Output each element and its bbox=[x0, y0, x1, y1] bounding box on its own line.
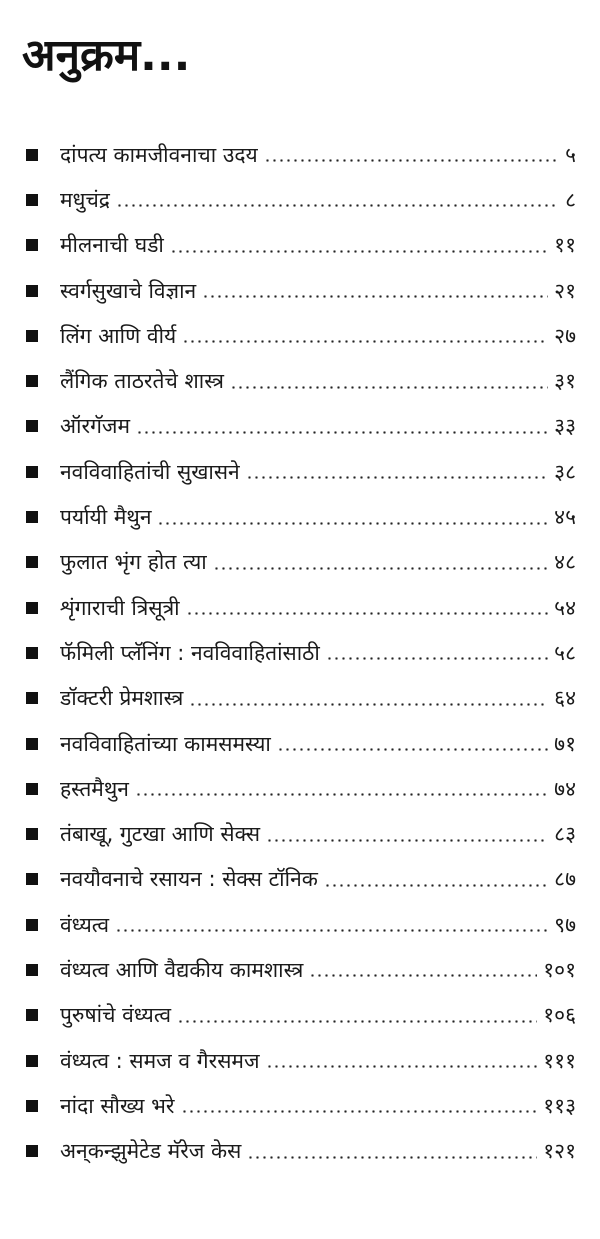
toc-entry-line bbox=[60, 993, 576, 1038]
toc-entry-title: डॉक्टरी प्रेमशास्त्र bbox=[60, 686, 184, 711]
toc-entry-line bbox=[60, 1083, 576, 1128]
toc-entry-line bbox=[60, 585, 576, 630]
dot-leader bbox=[181, 1110, 538, 1113]
dot-leader bbox=[266, 1065, 538, 1068]
dot-leader bbox=[116, 204, 559, 207]
toc-entry-title: वंध्यत्व आणि वैद्यकीय कामशास्त्र bbox=[60, 957, 304, 982]
toc-entry-line bbox=[60, 449, 576, 494]
toc-entry bbox=[0, 449, 600, 494]
dot-leader bbox=[326, 657, 548, 660]
toc-entry-line bbox=[60, 811, 576, 856]
toc-entry-line bbox=[60, 947, 576, 992]
toc-entry-line bbox=[60, 766, 576, 811]
toc-entry bbox=[0, 268, 600, 313]
toc-entry-title: दांपत्य कामजीवनाचा उदय bbox=[60, 142, 258, 167]
dot-leader bbox=[309, 974, 537, 977]
toc-entry bbox=[0, 947, 600, 992]
dot-leader bbox=[177, 1020, 537, 1023]
square-bullet-icon bbox=[26, 1145, 38, 1157]
dot-leader bbox=[264, 159, 559, 162]
square-bullet-icon bbox=[26, 783, 38, 795]
toc-entry-page-number: १०१ bbox=[543, 957, 576, 982]
toc-entry bbox=[0, 540, 600, 585]
toc-entry-title: वंध्यत्व : समज व गैरसमज bbox=[60, 1048, 260, 1073]
toc-entry-line bbox=[60, 132, 576, 177]
dot-leader bbox=[189, 703, 548, 706]
toc-entry bbox=[0, 811, 600, 856]
toc-entry-page-number: ३१ bbox=[554, 369, 576, 394]
toc-entry-title: लिंग आणि वीर्य bbox=[60, 323, 177, 348]
toc-entry-title: वंध्यत्व bbox=[60, 912, 109, 937]
toc-entry-title: नांदा सौख्य भरे bbox=[60, 1093, 175, 1118]
toc-entry-title: अन्‌कन्झुमेटेड मॅरेज केस bbox=[60, 1139, 242, 1164]
toc-entry-line bbox=[60, 1129, 576, 1174]
dot-leader bbox=[170, 250, 548, 253]
toc-entry bbox=[0, 494, 600, 539]
toc-entry-page-number: १११ bbox=[543, 1048, 576, 1073]
square-bullet-icon bbox=[26, 692, 38, 704]
square-bullet-icon bbox=[26, 330, 38, 342]
dot-leader bbox=[202, 295, 548, 298]
dot-leader bbox=[182, 340, 548, 343]
toc-entry-title: नवयौवनाचे रसायन : सेक्स टॉनिक bbox=[60, 867, 318, 892]
dot-leader bbox=[324, 884, 548, 887]
toc-entry bbox=[0, 993, 600, 1038]
square-bullet-icon bbox=[26, 647, 38, 659]
dot-leader bbox=[230, 386, 548, 389]
square-bullet-icon bbox=[26, 149, 38, 161]
page-title: अनुक्रम... bbox=[22, 30, 191, 81]
square-bullet-icon bbox=[26, 1055, 38, 1067]
dot-leader bbox=[186, 612, 549, 615]
square-bullet-icon bbox=[26, 420, 38, 432]
square-bullet-icon bbox=[26, 556, 38, 568]
toc-entry-page-number: २७ bbox=[554, 323, 576, 348]
toc-entry-line bbox=[60, 268, 576, 313]
square-bullet-icon bbox=[26, 919, 38, 931]
toc-entry bbox=[0, 766, 600, 811]
square-bullet-icon bbox=[26, 738, 38, 750]
toc-entry-title: स्वर्गसुखाचे विज्ञान bbox=[60, 278, 197, 303]
dot-leader bbox=[247, 1156, 537, 1159]
toc-entry-line bbox=[60, 857, 576, 902]
toc-entry-title: शृंगाराची त्रिसूत्री bbox=[60, 595, 180, 620]
dot-leader bbox=[115, 929, 548, 932]
toc-entry-line bbox=[60, 902, 576, 947]
toc-entry bbox=[0, 313, 600, 358]
toc-entry-line bbox=[60, 358, 576, 403]
toc-entry-page-number: ८७ bbox=[554, 867, 576, 892]
square-bullet-icon bbox=[26, 1009, 38, 1021]
toc-entry-title: ऑरगॅजम bbox=[60, 414, 131, 439]
toc-entry bbox=[0, 358, 600, 403]
toc-entry-page-number: ६४ bbox=[554, 686, 576, 711]
toc-entry bbox=[0, 1129, 600, 1174]
toc-entry-title: हस्तमैथुन bbox=[60, 776, 129, 801]
toc-entry bbox=[0, 404, 600, 449]
toc-entry-line bbox=[60, 313, 576, 358]
toc-entry-page-number: ५४ bbox=[554, 595, 576, 620]
toc-entry-line bbox=[60, 676, 576, 721]
square-bullet-icon bbox=[26, 285, 38, 297]
toc-entry-page-number: ५८ bbox=[554, 640, 576, 665]
square-bullet-icon bbox=[26, 466, 38, 478]
square-bullet-icon bbox=[26, 828, 38, 840]
toc-entry bbox=[0, 857, 600, 902]
toc-entry-page-number: २१ bbox=[554, 278, 576, 303]
dot-leader bbox=[213, 567, 548, 570]
square-bullet-icon bbox=[26, 1100, 38, 1112]
square-bullet-icon bbox=[26, 873, 38, 885]
toc-entry-page-number: ११ bbox=[554, 233, 576, 258]
toc-entry-page-number: १०६ bbox=[543, 1003, 576, 1028]
toc-entry bbox=[0, 721, 600, 766]
toc-entry bbox=[0, 1083, 600, 1128]
toc-entry-title: लैंगिक ताठरतेचे शास्त्र bbox=[60, 369, 224, 394]
toc-entry-line bbox=[60, 177, 576, 222]
toc-entry bbox=[0, 223, 600, 268]
dot-leader bbox=[135, 793, 548, 796]
toc-entry-title: नवविवाहितांची सुखासने bbox=[60, 459, 240, 484]
dot-leader bbox=[246, 476, 548, 479]
toc-entry-line bbox=[60, 540, 576, 585]
toc-entry-page-number: १२१ bbox=[543, 1139, 576, 1164]
square-bullet-icon bbox=[26, 602, 38, 614]
toc-entry-line bbox=[60, 630, 576, 675]
toc-entry-page-number: ७४ bbox=[554, 776, 576, 801]
toc-entry-page-number: ४८ bbox=[554, 550, 576, 575]
toc-entry-page-number: ११३ bbox=[543, 1093, 576, 1118]
toc-entry-line bbox=[60, 494, 576, 539]
toc-entry-page-number: ८ bbox=[565, 187, 576, 212]
toc-entry-page-number: ८३ bbox=[554, 822, 576, 847]
toc-entry-title: पुरुषांचे वंध्यत्व bbox=[60, 1003, 172, 1028]
toc-entry-title: मीलनाची घडी bbox=[60, 233, 164, 258]
toc-entry-line bbox=[60, 1038, 576, 1083]
toc-entry-title: तंबाखू, गुटखा आणि सेक्स bbox=[60, 822, 261, 847]
table-of-contents bbox=[0, 132, 600, 1174]
toc-entry-title: मधुचंद्र bbox=[60, 187, 110, 212]
toc-entry-page-number: ३८ bbox=[554, 459, 576, 484]
toc-entry-page-number: ९७ bbox=[554, 912, 576, 937]
toc-entry bbox=[0, 1038, 600, 1083]
toc-entry-page-number: ५ bbox=[565, 142, 576, 167]
square-bullet-icon bbox=[26, 375, 38, 387]
square-bullet-icon bbox=[26, 194, 38, 206]
toc-entry-page-number: ४५ bbox=[554, 505, 576, 530]
toc-entry-page-number: ३३ bbox=[554, 414, 576, 439]
dot-leader bbox=[157, 522, 548, 525]
toc-entry bbox=[0, 132, 600, 177]
toc-entry-title: फॅमिली प्लॅनिंग : नवविवाहितांसाठी bbox=[60, 640, 320, 665]
toc-entry-page-number: ७१ bbox=[554, 731, 576, 756]
dot-leader bbox=[266, 839, 548, 842]
square-bullet-icon bbox=[26, 239, 38, 251]
toc-entry-line bbox=[60, 404, 576, 449]
toc-entry bbox=[0, 630, 600, 675]
toc-entry bbox=[0, 902, 600, 947]
dot-leader bbox=[136, 431, 548, 434]
toc-entry-line bbox=[60, 223, 576, 268]
toc-entry bbox=[0, 676, 600, 721]
square-bullet-icon bbox=[26, 511, 38, 523]
toc-entry bbox=[0, 585, 600, 630]
toc-entry-title: फुलात भृंग होत त्या bbox=[60, 550, 207, 575]
dot-leader bbox=[277, 748, 548, 751]
toc-entry-line bbox=[60, 721, 576, 766]
toc-entry-title: पर्यायी मैथुन bbox=[60, 505, 152, 530]
toc-entry bbox=[0, 177, 600, 222]
square-bullet-icon bbox=[26, 964, 38, 976]
toc-entry-title: नवविवाहितांच्या कामसमस्या bbox=[60, 731, 271, 756]
